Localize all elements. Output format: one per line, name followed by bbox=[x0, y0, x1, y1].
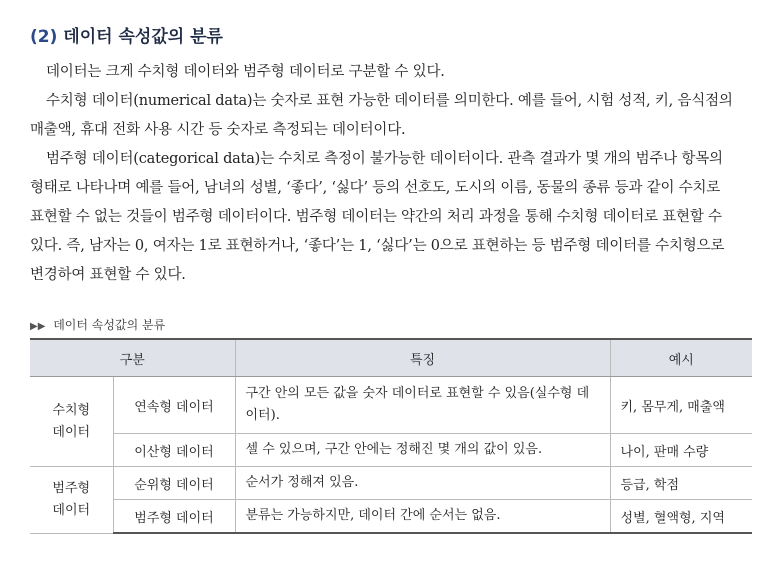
classification-table bbox=[30, 338, 752, 534]
feature-cell: 구간 안의 모든 값을 숫자 데이터로 표현할 수 있음(실수형 데이터). bbox=[235, 377, 610, 434]
group-categorical: 범주형 데이터 bbox=[30, 467, 113, 534]
header-category: 구분 bbox=[30, 339, 235, 377]
body-text bbox=[30, 58, 752, 290]
table-row bbox=[30, 467, 752, 500]
type-cell: 범주형 데이터 bbox=[113, 500, 235, 534]
example-cell: 성별, 혈액형, 지역 bbox=[610, 500, 752, 534]
caption-arrow-icon: ▶▶ bbox=[30, 321, 46, 332]
section-number: (2) bbox=[30, 27, 58, 47]
feature-cell: 순서가 정해져 있음. bbox=[235, 467, 610, 500]
header-example: 예시 bbox=[610, 339, 752, 377]
type-cell: 이산형 데이터 bbox=[113, 434, 235, 467]
paragraph-categorical: 범주형 데이터(categorical data)는 수치로 측정이 불가능한 데이터이다. 관측 결과가 몇 개의 범주나 항목의 형태로 나타나며 예를 들어, 남녀의 성별, ‘좋다’, ‘싫다’ 등의 선호도, 도시의 이름, 동물의 종류 등과 같이 수치로 표현할 수 없는 것들이 범주형 데이터이다. 범주형 데이터는 약간의 처리 과정을 통해 수치형 데이터로 표현할 수 있다. 즉, 남자는 0, 여자는 1로 표현하거나, ‘좋다’는 1, ‘싫다’는 0으로 표현하는 등 범주형 데이터를 수치형으로 변경하여 표현할 수 있다. bbox=[30, 151, 725, 283]
table-header-row bbox=[30, 339, 752, 377]
table-row bbox=[30, 377, 752, 434]
type-cell: 연속형 데이터 bbox=[113, 377, 235, 434]
caption-text: 데이터 속성값의 분류 bbox=[53, 318, 166, 332]
example-cell: 나이, 판매 수량 bbox=[610, 434, 752, 467]
header-feature: 특징 bbox=[235, 339, 610, 377]
example-cell: 키, 몸무게, 매출액 bbox=[610, 377, 752, 434]
feature-cell: 셀 수 있으며, 구간 안에는 정해진 몇 개의 값이 있음. bbox=[235, 434, 610, 467]
table-caption bbox=[30, 316, 165, 333]
group-numerical: 수치형 데이터 bbox=[30, 377, 113, 467]
section-title: 데이터 속성값의 분류 bbox=[63, 27, 223, 47]
example-cell: 등급, 학점 bbox=[610, 467, 752, 500]
paragraph-intro: 데이터는 크게 수치형 데이터와 범주형 데이터로 구분할 수 있다. bbox=[46, 64, 445, 80]
table-row bbox=[30, 500, 752, 534]
section-heading bbox=[30, 22, 223, 47]
paragraph-numerical: 수치형 데이터(numerical data)는 숫자로 표현 가능한 데이터를 의미한다. 예를 들어, 시험 성적, 키, 음식점의 매출액, 휴대 전화 사용 시간 등 숫자로 측정되는 데이터이다. bbox=[30, 93, 733, 138]
feature-cell: 분류는 가능하지만, 데이터 간에 순서는 없음. bbox=[235, 500, 610, 534]
table-row bbox=[30, 434, 752, 467]
type-cell: 순위형 데이터 bbox=[113, 467, 235, 500]
